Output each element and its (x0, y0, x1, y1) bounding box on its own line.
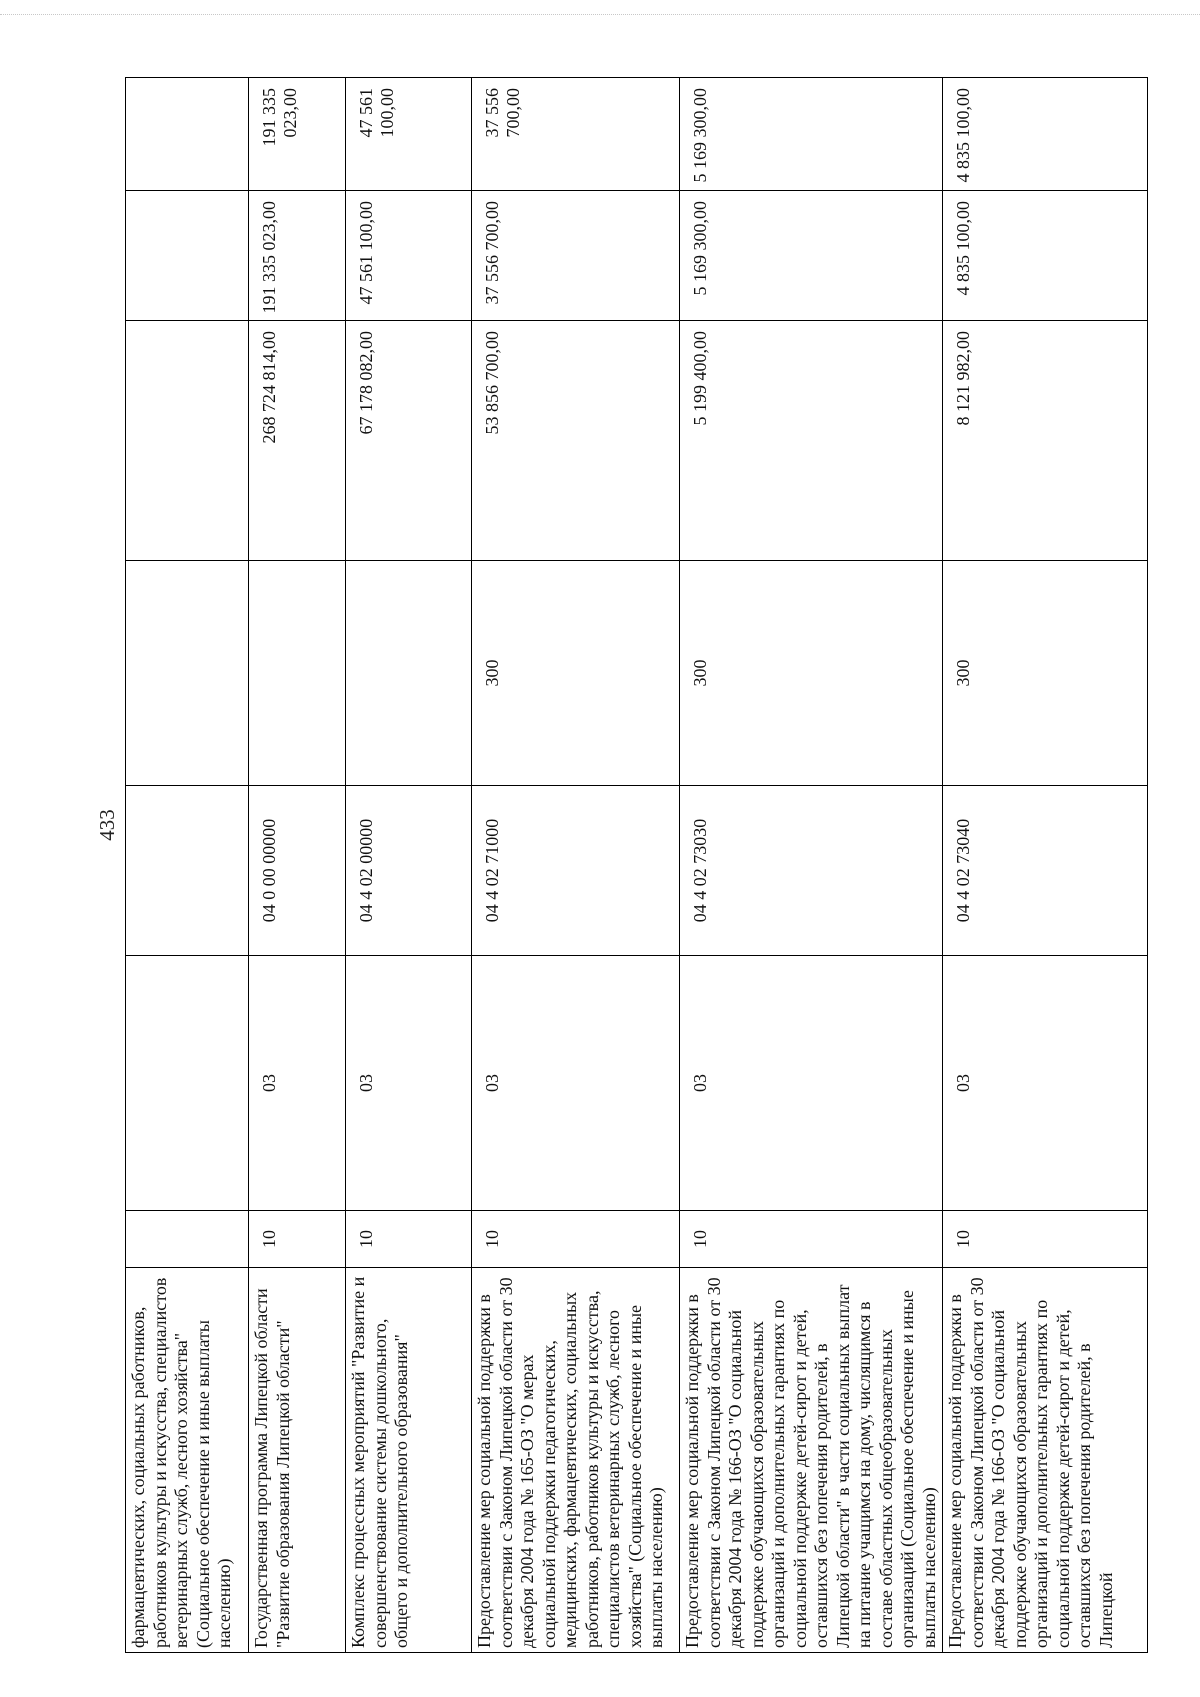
cell-subsection: 03 (472, 956, 680, 1211)
cell-section: 10 (943, 1211, 1148, 1268)
table-row (346, 78, 472, 1653)
cell-subsection: 03 (249, 956, 346, 1211)
cell-amount1: 67 178 082,00 (346, 321, 472, 561)
table-row (249, 78, 346, 1653)
cell-section: 10 (346, 1211, 472, 1268)
cell-expense-type: 300 (943, 561, 1148, 786)
cell-subsection (126, 956, 249, 1211)
cell-amount2: 47 561 100,00 (346, 191, 472, 321)
cell-amount1 (126, 321, 249, 561)
cell-name: фармацевтических, социальных работников, работников культуры и искусства, специалистов ветеринарных служб, лесного хозяйства" (Социальное обеспечение и иные выплаты населению) (126, 1268, 249, 1653)
cell-name: Комплекс процессных мероприятий "Развитие и совершенствование системы дошкольного, общего и дополнительного образования" (346, 1268, 472, 1653)
cell-amount3: 37 556 700,00 (472, 78, 680, 191)
budget-table (125, 77, 1148, 1653)
cell-section: 10 (249, 1211, 346, 1268)
cell-expense-type: 300 (472, 561, 680, 786)
cell-expense-type (126, 561, 249, 786)
cell-target: 04 4 02 71000 (472, 786, 680, 956)
cell-amount3 (126, 78, 249, 191)
cell-subsection: 03 (943, 956, 1148, 1211)
table-row (472, 78, 680, 1653)
cell-amount3: 191 335 023,00 (249, 78, 346, 191)
cell-expense-type (346, 561, 472, 786)
cell-section: 10 (680, 1211, 943, 1268)
cell-name: Предоставление мер социальной поддержки в соответствии с Законом Липецкой области от 30 декабря 2004 года № 166-ОЗ "О социальной поддержке обучающихся образовательных организаций и дополнительных гарантиях по социальной поддержке детей-сирот и детей, оставшихся без попечения родителей, в Липецкой области" в части социальных выплат на питание учащимся на дому, числящимся в составе областных общеобразовательных организаций (Социальное обеспечение и иные выплаты населению) (680, 1268, 943, 1653)
cell-name: Предоставление мер социальной поддержки в соответствии с Законом Липецкой области от 30 декабря 2004 года № 166-ОЗ "О социальной поддержке обучающихся образовательных организаций и дополнительных гарантиях по социальной поддержке детей-сирот и детей, оставшихся без попечения родителей, в Липецкой (943, 1268, 1148, 1653)
cell-name: Государственная программа Липецкой области "Развитие образования Липецкой области" (249, 1268, 346, 1653)
cell-amount3: 47 561 100,00 (346, 78, 472, 191)
cell-amount1: 268 724 814,00 (249, 321, 346, 561)
cell-amount2 (126, 191, 249, 321)
cell-amount1: 5 199 400,00 (680, 321, 943, 561)
cell-target: 04 0 00 00000 (249, 786, 346, 956)
cell-target: 04 4 02 73030 (680, 786, 943, 956)
page-number: 433 (95, 809, 119, 841)
cell-amount2: 4 835 100,00 (943, 191, 1148, 321)
cell-subsection: 03 (680, 956, 943, 1211)
cell-section (126, 1211, 249, 1268)
cell-target (126, 786, 249, 956)
cell-amount1: 53 856 700,00 (472, 321, 680, 561)
cell-expense-type (249, 561, 346, 786)
cell-amount2: 37 556 700,00 (472, 191, 680, 321)
cell-target: 04 4 02 00000 (346, 786, 472, 956)
cell-section: 10 (472, 1211, 680, 1268)
cell-target: 04 4 02 73040 (943, 786, 1148, 956)
scan-edge-line (0, 14, 1200, 15)
table-row (680, 78, 943, 1653)
cell-subsection: 03 (346, 956, 472, 1211)
cell-name: Предоставление мер социальной поддержки в соответствии с Законом Липецкой области от 30 декабря 2004 года № 165-ОЗ "О мерах социальной поддержки педагогических, медицинских, фармацевтических, социальных работников, работников культуры и искусства, специалистов ветеринарных служб, лесного хозяйства" (Социальное обеспечение и иные выплаты населению) (472, 1268, 680, 1653)
cell-expense-type: 300 (680, 561, 943, 786)
cell-amount2: 5 169 300,00 (680, 191, 943, 321)
cell-amount3: 5 169 300,00 (680, 78, 943, 191)
table-row (126, 78, 249, 1653)
cell-amount2: 191 335 023,00 (249, 191, 346, 321)
cell-amount1: 8 121 982,00 (943, 321, 1148, 561)
cell-amount3: 4 835 100,00 (943, 78, 1148, 191)
budget-table-rotated (125, 78, 1116, 1653)
table-row (943, 78, 1148, 1653)
